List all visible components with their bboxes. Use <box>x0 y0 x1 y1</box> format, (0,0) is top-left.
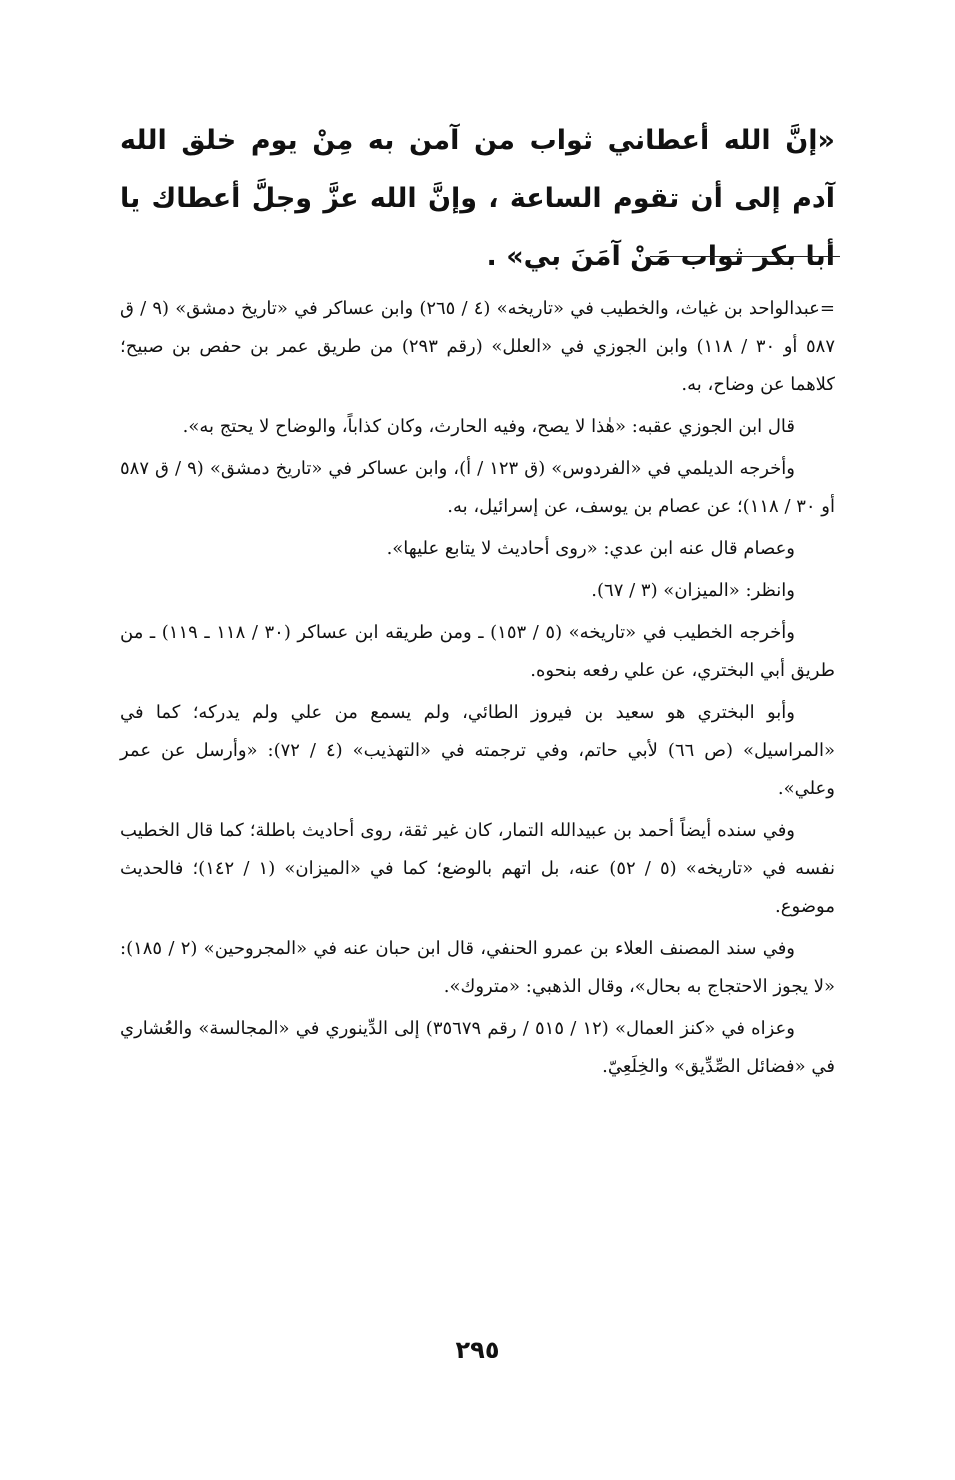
footnote-paragraph: وأبو البختري هو سعيد بن فيروز الطائي، ولم يسمع من علي ولم يدركه؛ كما في «المراسيل» (ص ٦٦) لأبي حاتم، وفي ترجمته في «التهذيب» (٤ / ٧٢): «وأرسل عن عمر وعلي». <box>120 702 835 799</box>
footnote-paragraph: وعصام قال عنه ابن عدي: «روى أحاديث لا يتابع عليها». <box>386 538 795 559</box>
footnote-paragraph: وأخرجه الخطيب في «تاريخه» (٥ / ١٥٣) ـ ومن طريقه ابن عساكر (٣٠ / ١١٨ ـ ١١٩) ـ من طريق أبي البختري، عن علي رفعه بنحوه. <box>120 622 835 681</box>
footnote-paragraph: قال ابن الجوزي عقبه: «هٰذا لا يصح، وفيه الحارث، وكان كذاباً، والوضاح لا يحتج به». <box>182 416 795 437</box>
footnote-paragraph: وانظر: «الميزان» (٣ / ٦٧). <box>591 580 795 601</box>
footnote-paragraph: وأخرجه الديلمي في «الفردوس» (ق ١٢٣ / أ)، وابن عساكر في «تاريخ دمشق» (٩ / ق ٥٨٧ أو ٣٠ / ١١٨)؛ عن عصام بن يوسف، عن إسرائيل، به. <box>120 458 835 517</box>
footnote-paragraph: =عبدالواحد بن غياث، والخطيب في «تاريخه» (٤ / ٢٦٥) وابن عساكر في «تاريخ دمشق» (٩ / ق ٥٨٧ أو ٣٠ / ١١٨) وابن الجوزي في «العلل» (رقم ٢٩٣) من طريق عمر بن حفص بن صبيح؛ كلاهما عن وضاح، به. <box>120 298 835 395</box>
footnote-paragraph: وعزاه في «كنز العمال» (١٢ / ٥١٥ / رقم ٣٥٦٧٩) إلى الدِّينوري في «المجالسة» والعُشاري في «فضائل الصِّدِّيق» والخِلَعِيّ. <box>120 1018 835 1077</box>
footnote-divider <box>650 256 840 257</box>
footnote-paragraph: وفي سند المصنف العلاء بن عمرو الحنفي، قال ابن حبان عنه في «المجروحين» (٢ / ١٨٥): «لا يجوز الاحتجاج به بحال»، وقال الذهبي: «متروك». <box>120 938 835 997</box>
footnote-paragraph: وفي سنده أيضاً أحمد بن عبيدالله التمار، كان غير ثقة، روى أحاديث باطلة؛ كما قال الخطيب نفسه في «تاريخه» (٥ / ٥٢) عنه، بل اتهم بالوضع؛ كما في «الميزان» (١ / ١٤٢)؛ فالحديث موضوع. <box>120 820 835 917</box>
hadith-text: «إنَّ الله أعطاني ثواب من آمن به مِنْ يوم خلق الله آدم إلى أن تقوم الساعة ، وإنَّ الله عزَّ وجلَّ أعطاك يا أبا بكر ثواب مَنْ آمَنَ بي» . <box>120 125 835 272</box>
page-number: ٢٩٥ <box>455 1336 500 1364</box>
footnotes <box>120 290 835 1090</box>
